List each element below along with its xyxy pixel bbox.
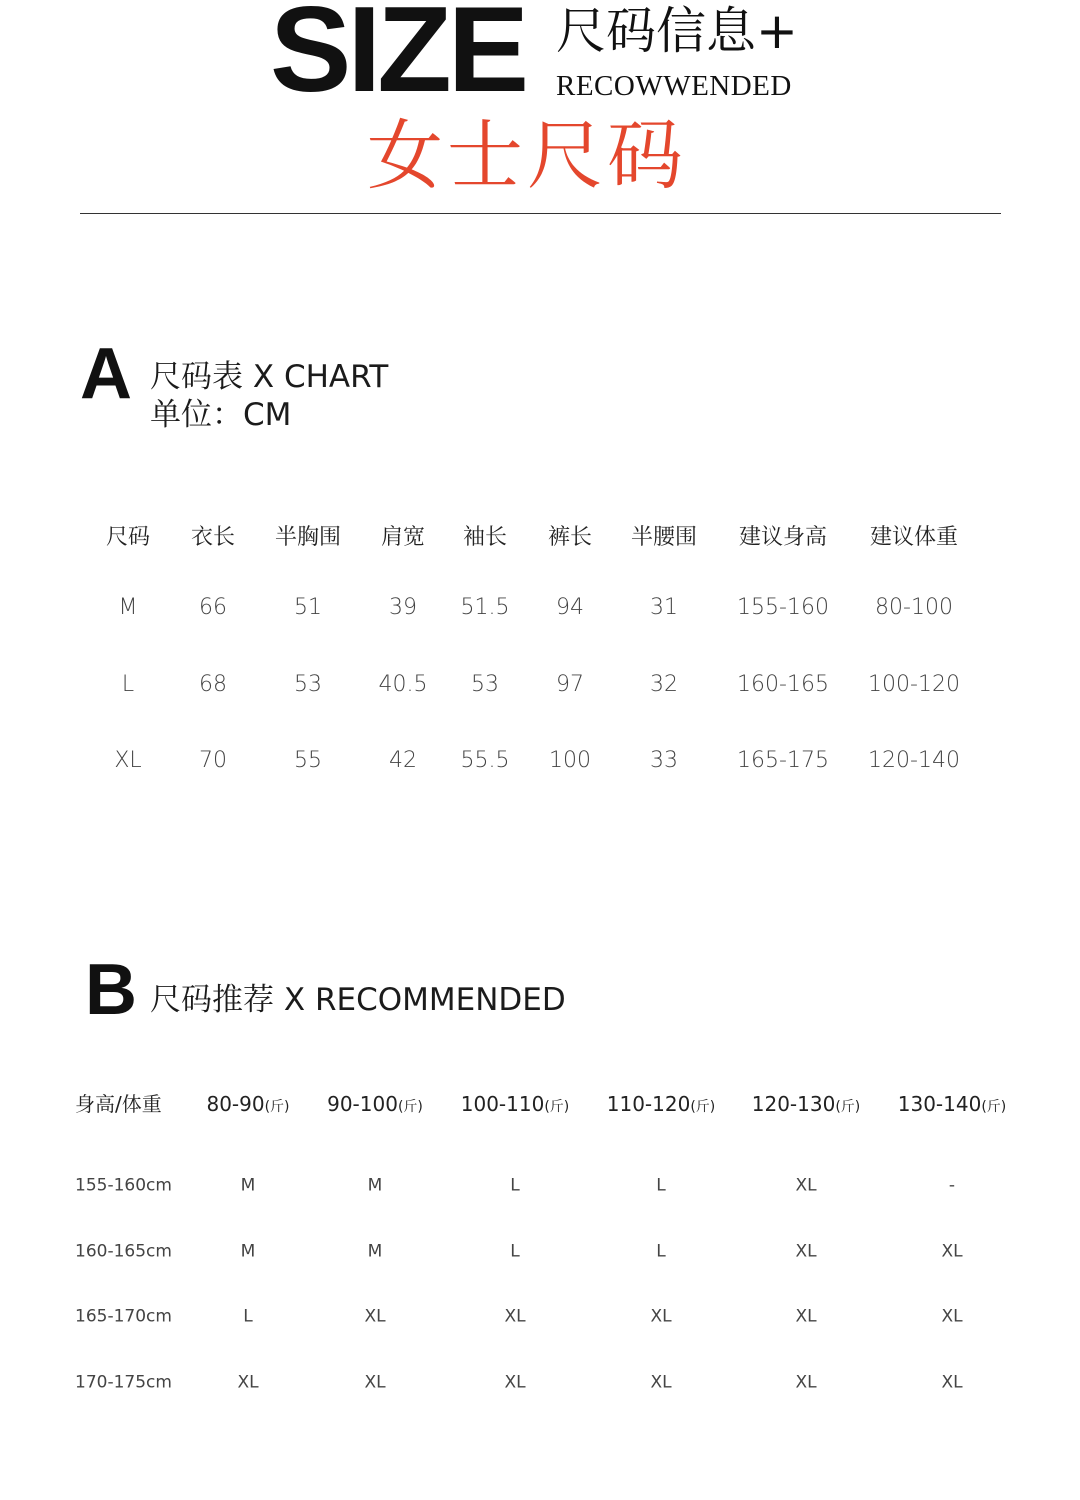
recommended-size-cell: M [367, 1175, 383, 1196]
height-range-label: 160-165cm [75, 1241, 172, 1262]
weight-range-header [898, 1094, 1007, 1114]
chart-value-cell: 51.5 [460, 595, 510, 620]
recommended-size-cell: XL [504, 1306, 526, 1327]
height-range-label: 170-175cm [75, 1372, 172, 1393]
recommended-size-cell: M [367, 1241, 383, 1262]
weight-unit-label: (斤) [835, 1099, 861, 1115]
weight-range-header [206, 1094, 289, 1114]
weight-range-value: 120-130 [751, 1092, 836, 1116]
weight-range-value: 90-100 [327, 1092, 398, 1116]
chart-value-cell: 165-175 [737, 748, 829, 773]
weight-range-value: 80-90 [206, 1092, 265, 1116]
chart-value-cell: 33 [650, 748, 678, 773]
chart-value-cell: 40.5 [378, 672, 428, 697]
chart-value-cell: 51 [294, 595, 322, 620]
chart-header-cell: 建议身高 [738, 525, 828, 550]
section-b-title: 尺码推荐 X RECOMMENDED [150, 982, 566, 1018]
chart-header-cell: 袖长 [462, 525, 508, 550]
recommended-size-cell: XL [795, 1175, 817, 1196]
chart-value-cell: 97 [556, 672, 584, 697]
chart-value-cell: 155-160 [737, 595, 829, 620]
size-info-title: 尺码信息+ [556, 2, 798, 60]
chart-value-cell: 80-100 [875, 595, 953, 620]
chart-value-cell: 31 [650, 595, 678, 620]
chart-size-label: L [121, 672, 135, 697]
recommended-subtitle: RECOWWENDED [556, 70, 792, 102]
section-b-letter: B [85, 950, 137, 1030]
size-heading: SIZE [270, 0, 526, 117]
recommended-size-cell: XL [941, 1306, 963, 1327]
weight-unit-label: (斤) [397, 1099, 423, 1115]
recommended-size-cell: XL [795, 1306, 817, 1327]
weight-unit-label: (斤) [981, 1099, 1007, 1115]
chart-header-cell: 半腰围 [630, 525, 698, 550]
chart-value-cell: 42 [389, 748, 417, 773]
chart-header-cell: 建议体重 [869, 525, 959, 550]
chart-header-cell: 尺码 [105, 525, 151, 550]
recommended-size-cell: - [948, 1175, 956, 1196]
chart-header-cell: 半胸围 [274, 525, 342, 550]
chart-value-cell: 66 [199, 595, 227, 620]
weight-unit-label: (斤) [544, 1099, 570, 1115]
weight-range-value: 100-110 [460, 1092, 545, 1116]
recommended-size-cell: M [240, 1175, 256, 1196]
recommended-size-cell: M [240, 1241, 256, 1262]
section-a-title: 尺码表 X CHART [150, 359, 389, 395]
chart-value-cell: 55.5 [460, 748, 510, 773]
recommended-size-cell: XL [504, 1372, 526, 1393]
section-a-letter: A [80, 334, 132, 414]
womens-size-title: 女士尺码 [367, 111, 687, 200]
height-range-label: 155-160cm [75, 1175, 172, 1196]
weight-range-value: 110-120 [606, 1092, 691, 1116]
recommended-size-cell: L [243, 1306, 253, 1327]
height-range-label: 165-170cm [75, 1306, 172, 1327]
recommended-size-cell: XL [237, 1372, 259, 1393]
weight-range-header [327, 1094, 423, 1114]
recommended-size-cell: XL [795, 1241, 817, 1262]
chart-value-cell: 94 [556, 595, 584, 620]
chart-value-cell: 68 [199, 672, 227, 697]
chart-value-cell: 70 [199, 748, 227, 773]
header-divider [80, 213, 1001, 214]
weight-range-value: 130-140 [897, 1092, 982, 1116]
recommended-size-cell: XL [941, 1372, 963, 1393]
recommended-size-cell: L [656, 1175, 666, 1196]
chart-value-cell: 55 [294, 748, 322, 773]
chart-header-cell: 裤长 [547, 525, 593, 550]
recommended-size-cell: XL [795, 1372, 817, 1393]
recommended-size-cell: XL [364, 1306, 386, 1327]
chart-header-cell: 肩宽 [380, 525, 426, 550]
chart-value-cell: 160-165 [737, 672, 829, 697]
chart-value-cell: 100 [549, 748, 591, 773]
recommended-size-cell: XL [941, 1241, 963, 1262]
chart-size-label: XL [114, 748, 142, 773]
weight-range-header [752, 1094, 861, 1114]
recommended-size-cell: XL [650, 1372, 672, 1393]
weight-unit-label: (斤) [264, 1099, 290, 1115]
chart-size-label: M [118, 595, 138, 620]
chart-value-cell: 100-120 [868, 672, 960, 697]
section-a-unit: 单位：CM [150, 397, 292, 433]
chart-value-cell: 120-140 [868, 748, 960, 773]
recommended-size-cell: XL [650, 1306, 672, 1327]
chart-value-cell: 32 [650, 672, 678, 697]
weight-range-header [607, 1094, 716, 1114]
recommended-size-cell: L [510, 1175, 520, 1196]
chart-value-cell: 53 [294, 672, 322, 697]
recommended-size-cell: L [656, 1241, 666, 1262]
chart-header-cell: 衣长 [190, 525, 236, 550]
chart-value-cell: 53 [471, 672, 499, 697]
recommend-corner-header: 身高/体重 [75, 1092, 162, 1116]
recommended-size-cell: XL [364, 1372, 386, 1393]
recommended-size-cell: L [510, 1241, 520, 1262]
chart-value-cell: 39 [389, 595, 417, 620]
weight-range-header [461, 1094, 570, 1114]
weight-unit-label: (斤) [690, 1099, 716, 1115]
